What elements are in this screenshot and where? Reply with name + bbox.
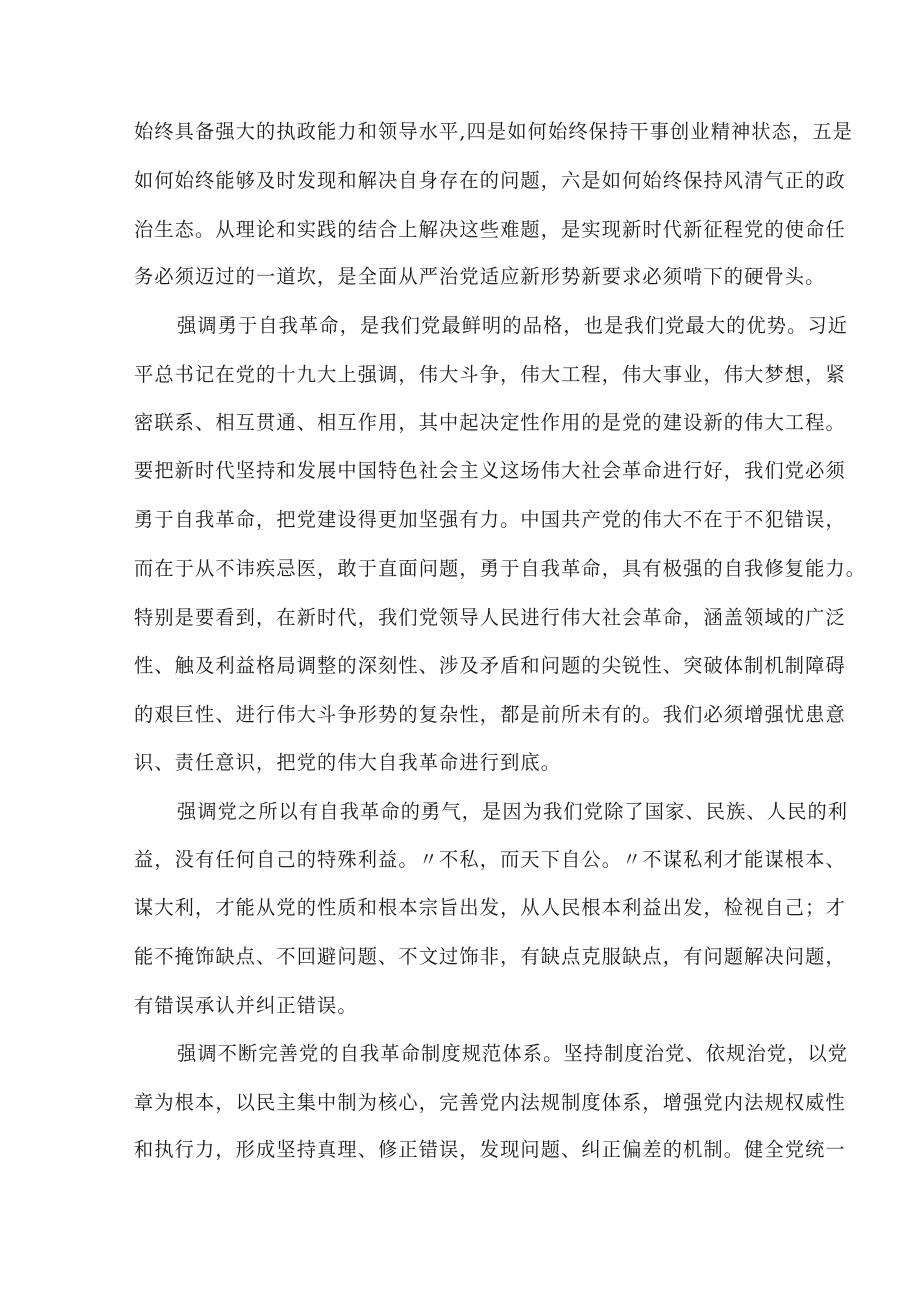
paragraph-start: 强调党之所以有自我革命的勇气，是因为我们党除了国家、民族、人民的利 — [177, 800, 849, 823]
text-line: 性、触及利益格局调整的深刻性、涉及矛盾和问题的尖锐性、突破体制机制障碍 — [134, 654, 846, 677]
text-line: 益，没有任何自己的特殊利益。〃不私，而天下自公。〃不谋私利才能谋根本、 — [134, 848, 846, 871]
text-line: 要把新时代坚持和发展中国特色社会主义这场伟大社会革命进行好，我们党必须 — [134, 459, 846, 482]
text-line: 勇于自我革命，把党建设得更加坚强有力。中国共产党的伟大不在于不犯错误， — [134, 508, 846, 531]
text-line: 谋大利，才能从党的性质和根本宗旨出发，从人民根本利益出发，检视自己；才 — [134, 896, 846, 919]
text-line: 治生态。从理论和实践的结合上解决这些难题，是实现新时代新征程党的使命任 — [134, 218, 846, 241]
text-line: 务必须迈过的一道坎，是全面从严治党适应新形势新要求必须啃下的硬骨头。 — [134, 265, 826, 288]
text-line: 能不掩饰缺点、不回避问题、不文过饰非，有缺点克服缺点，有问题解决问题， — [134, 945, 846, 968]
text-line: 章为根本，以民主集中制为核心，完善党内法规制度体系，增强党内法规权威性 — [134, 1091, 846, 1114]
text-line: 识、责任意识，把党的伟大自我革命进行到底。 — [134, 751, 562, 774]
text-line: 有错误承认并纠正错误。 — [134, 994, 358, 1017]
text-line: 平总书记在党的十九大上强调，伟大斗争，伟大工程，伟大事业，伟大梦想，紧 — [134, 363, 846, 386]
text-line: 如何始终能够及时发现和解决自身存在的问题，六是如何始终保持风清气正的政 — [134, 169, 846, 192]
text-line: 密联系、相互贯通、相互作用，其中起决定性作用的是党的建设新的伟大工程。 — [134, 411, 846, 434]
text-line: 和执行力，形成坚持真理、修正错误，发现问题、纠正偏差的机制。健全党统一 — [134, 1138, 846, 1161]
text-line: 特别是要看到，在新时代，我们党领导人民进行伟大社会革命，涵盖领域的广泛 — [134, 606, 846, 629]
text-line: 的艰巨性、进行伟大斗争形势的复杂性，都是前所未有的。我们必须增强忧患意 — [134, 703, 846, 726]
text-line: 而在于从不讳疾忌医，敢于直面问题，勇于自我革命，具有极强的自我修复能力。 — [134, 557, 867, 580]
paragraph-start: 强调勇于自我革命，是我们党最鲜明的品格，也是我们党最大的优势。习近 — [177, 314, 849, 337]
text-line: 始终具备强大的执政能力和领导水平,四是如何始终保持干事创业精神状态，五是 — [134, 120, 854, 143]
paragraph-start: 强调不断完善党的自我革命制度规范体系。坚持制度治党、依规治党，以党 — [177, 1042, 849, 1065]
